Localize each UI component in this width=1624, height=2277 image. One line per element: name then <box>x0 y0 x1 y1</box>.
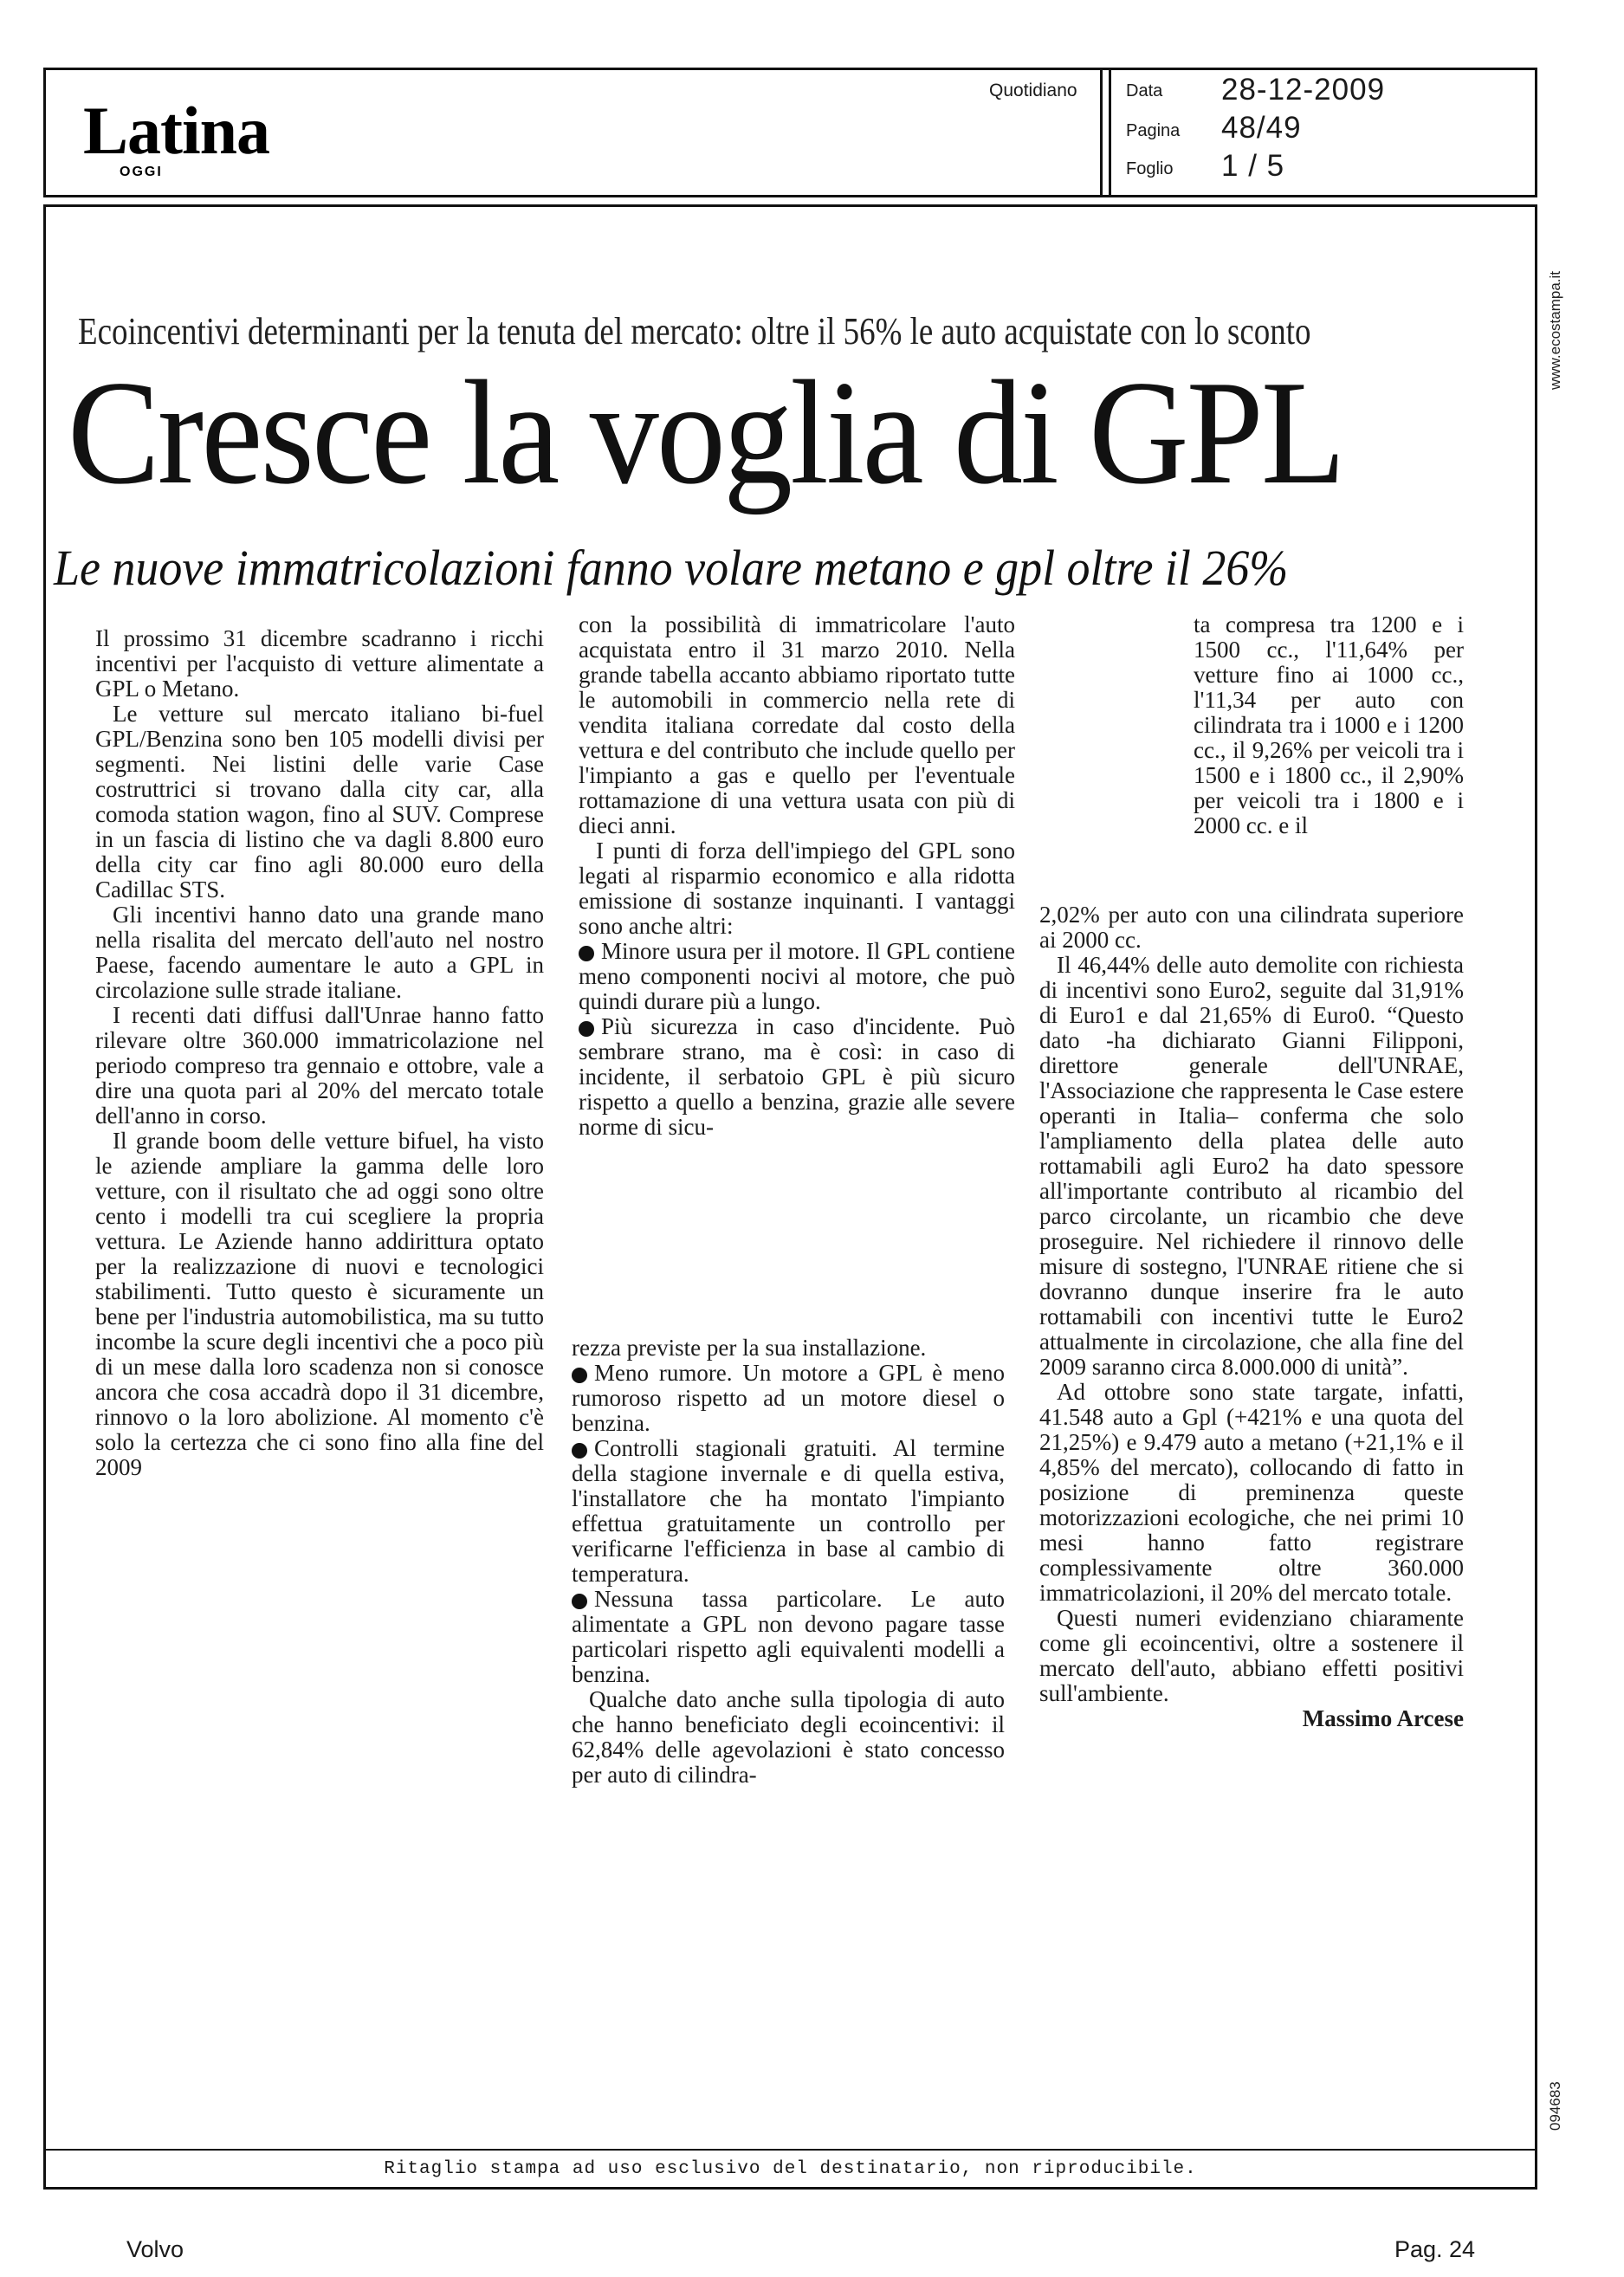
article-column-1 <box>95 626 544 1480</box>
paragraph: con la possibilità di immatricolare l'auto acquistata entro il 31 marzo 2010. Nella grande tabella accanto abbiamo riportato tutte le automobili in commercio nella rete di vendita italiana corredate dal costo della vettura e del contributo che include quello per l'impianto a gas e quello per l'eventuale rottamazione di una vettura usata con più di dieci anni. <box>579 611 1015 838</box>
pagina-value: 48/49 <box>1221 111 1302 145</box>
bullet-text: Nessuna tassa particolare. Le auto alimentate a GPL non devono pagare tasse particolari rispetto agli equivalenti modelli a benzina. <box>572 1586 1005 1687</box>
bullet-icon <box>572 1594 587 1609</box>
publication-type: Quotidiano <box>989 81 1077 100</box>
footer-page-number: Pag. 24 <box>1394 2236 1476 2262</box>
bullet-icon <box>579 1021 594 1037</box>
article-headline: Cresce la voglia di GPL <box>68 351 1343 515</box>
article-kicker: Ecoincentivi determinanti per la tenuta del mercato: oltre il 56% le auto acquistate con lo sconto <box>78 310 1311 353</box>
paragraph: Ad ottobre sono state targate, infatti, 41.548 auto a Gpl (+421% e una quota del 21,25%) e 9.479 auto a metano (+21,1% e il 4,85% del mercato), collocando di fatto in posizione di preminenza queste motorizzazioni ecologiche, che nei primi 10 mesi hanno fatto registrare complessivamente oltre 360.000 immatricolazioni, il 20% del mercato totale. <box>1039 1379 1464 1606</box>
bullet-icon <box>579 946 594 961</box>
paragraph: I recenti dati diffusi dall'Unrae hanno fatto rilevare oltre 360.000 immatricolazione nel periodo compreso tra gennaio e ottobre, vale a dire una quota pari al 20% del mercato totale dell'anno in corso. <box>95 1002 544 1129</box>
bullet-paragraph <box>572 1361 1005 1436</box>
paragraph: Il prossimo 31 dicembre scadranno i ricchi incentivi per l'acquisto di vetture alimentate a GPL o Metano. <box>95 625 544 702</box>
header-divider-right <box>1109 68 1111 197</box>
article-column-3 <box>1039 902 1464 1731</box>
article-subhead: Le nuove immatricolazioni fanno volare metano e gpl oltre il 26% <box>54 540 1289 596</box>
footer-client: Volvo <box>126 2236 184 2262</box>
bullet-text: Minore usura per il motore. Il GPL contiene meno componenti nocivi al motore, che può quindi durare più a lungo. <box>579 938 1015 1014</box>
newspaper-logo: Latina <box>83 93 270 168</box>
paragraph: Qualche dato anche sulla tipologia di auto che hanno beneficiato degli ecoincentivi: il 62,84% delle agevolazioni è stato concesso per auto di cilindra- <box>572 1686 1005 1788</box>
paragraph: Il 46,44% delle auto demolite con richiesta di incentivi sono Euro2, seguite dal 31,91% di Euro1 e dal 21,65% di Euro0. “Questo dato -ha dichiarato Gianni Filipponi, direttore generale dell'UNRAE, l'Associazione che rappresenta le Case estere operanti in Italia– conferma che solo l'ampliamento della platea delle auto rottamabili agli Euro2 ha dato spessore all'importante contributo al ricambio del parco circolante, un ricambio che deve proseguire. Nel richiedere il rinnovo delle misure di sostegno, l'UNRAE ritiene che si dovranno dunque inserire fra le auto rottamabili con incentivi tutte le Euro2 attualmente in circolazione, che alla fine del 2009 saranno circa 8.000.000 di unità”. <box>1039 952 1464 1380</box>
article-column-2 <box>579 612 1015 1140</box>
bullet-text: Meno rumore. Un motore a GPL è meno rumoroso rispetto ad un motore diesel o benzina. <box>572 1360 1005 1436</box>
paragraph: 2,02% per auto con una cilindrata superiore ai 2000 cc. <box>1039 902 1464 953</box>
pagina-label: Pagina <box>1126 121 1181 140</box>
header-divider-left <box>1100 68 1103 197</box>
newspaper-logo-sub: OGGI <box>120 165 163 179</box>
data-value: 28-12-2009 <box>1221 73 1386 107</box>
foglio-label: Foglio <box>1126 159 1174 178</box>
bullet-paragraph <box>572 1587 1005 1687</box>
bullet-icon <box>572 1443 587 1459</box>
data-label: Data <box>1126 81 1163 100</box>
bullet-paragraph <box>572 1436 1005 1587</box>
foglio-value: 1 / 5 <box>1221 149 1285 183</box>
paragraph: Il grande boom delle vetture bifuel, ha visto le aziende ampliare la gamma delle loro vetture, con il risultato che ad oggi sono oltre cento i modelli tra cui scegliere la propria vettura. Le Aziende hanno addirittura optato per la realizzazione di nuovi e tecnologici stabilimenti. Tutto questo è sicuramente un bene per l'industria automobilistica, ma su tutto incombe la scure degli incentivi che a poco più di un mese dalla loro scadenza non si conosce ancora che cosa accadrà dopo il 31 dicembre, rinnovo o la loro abolizione. Al momento c'è solo la certezza che ci sono fino alla fine del 2009 <box>95 1128 544 1480</box>
paragraph: Questi numeri evidenziano chiaramente come gli ecoincentivi, oltre a sostenere il mercato dell'auto, abbiano effetti positivi sull'ambiente. <box>1039 1605 1464 1706</box>
article-author: Massimo Arcese <box>1302 1705 1464 1731</box>
paragraph: I punti di forza dell'impiego del GPL sono legati al risparmio economico e alla ridotta emissione di sostanze inquinanti. I vantaggi sono anche altri: <box>579 838 1015 939</box>
paragraph: Le vetture sul mercato italiano bi-fuel GPL/Benzina sono ben 105 modelli divisi per segmenti. Nei listini delle varie Case costruttrici si trovano dalla city car, alla comoda station wagon, fino al SUV. Comprese in un fascia di listino che va dagli 8.800 euro della city car fino agli 80.000 euro della Cadillac STS. <box>95 701 544 902</box>
bullet-icon <box>572 1368 587 1383</box>
bullet-text: Controlli stagionali gratuiti. Al termine della stagione invernale e di quella estiva, l'installatore che ha montato l'impianto effettua gratuitamente un controllo per verificarne l'efficienza in base al cambio di temperatura. <box>572 1435 1005 1587</box>
bullet-text: Più sicurezza in caso d'incidente. Può sembrare strano, ma è così: in caso di incidente, il serbatoio GPL è più sicuro rispetto a quello a benzina, grazie alle severe norme di sicu- <box>579 1013 1015 1140</box>
footer-divider <box>43 2149 1537 2151</box>
paragraph: rezza previste per la sua installazione. <box>572 1335 927 1361</box>
footer-note: Ritaglio stampa ad uso esclusivo del destinatario, non riproducibile. <box>384 2159 1197 2179</box>
article-column-3-top <box>1194 612 1464 838</box>
bullet-paragraph <box>579 1014 1015 1140</box>
side-watermark-url: www.ecostampa.it <box>1547 271 1563 390</box>
side-code: 094683 <box>1547 2081 1563 2131</box>
bullet-paragraph <box>579 939 1015 1014</box>
article-column-2-continued <box>572 1336 1005 1788</box>
paragraph: Gli incentivi hanno dato una grande mano nella risalita del mercato dell'auto nel nostro Paese, facendo aumentare le auto a GPL in circolazione sulle strade italiane. <box>95 902 544 1003</box>
paragraph: ta compresa tra 1200 e i 1500 cc., l'11,64% per vetture fino ai 1000 cc., l'11,34 per auto con cilindrata tra i 1000 e i 1200 cc., il 9,26% per veicoli tra i 1500 e i 1800 cc., il 2,90% per veicoli tra i 1800 e i 2000 cc. e il <box>1194 611 1464 838</box>
